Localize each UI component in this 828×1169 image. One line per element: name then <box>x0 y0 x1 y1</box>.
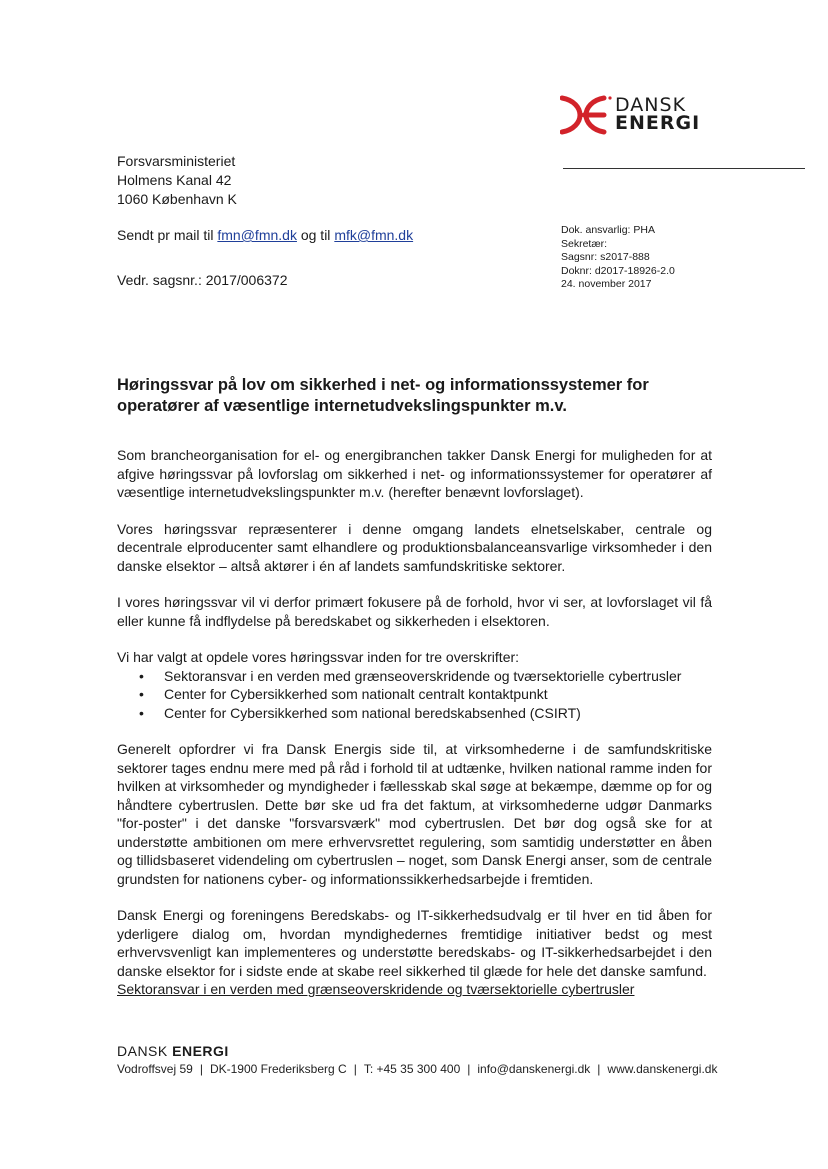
footer-email[interactable]: info@danskenergi.dk <box>477 1062 591 1076</box>
footer-contact <box>117 1062 717 1076</box>
meta-secretary: Sekretær: <box>561 237 608 250</box>
section-heading: Sektoransvar i en verden med grænseoverskridende og tværsektorielle cybertrusler <box>117 981 635 997</box>
header-rule <box>563 168 805 169</box>
list-intro: Vi har valgt at opdele vores høringssvar inden for tre overskrifter: <box>117 649 520 665</box>
meta-case-number: Sagsnr: s2017-888 <box>561 251 650 263</box>
footer-address: Vodroffsvej 59 <box>117 1062 193 1076</box>
topic-list <box>117 667 712 723</box>
footer-separator: | <box>353 1062 357 1076</box>
footer-website[interactable]: www.danskenergi.dk <box>607 1062 718 1076</box>
body-paragraph: Som brancheorganisation for el- og energibranchen takker Dansk Energi for muligheden for at afgive høringssvar på lovforslag om sikkerhed i net- og informationssystemer for operatører af væsentlige internetudvekslingspunkter m.v. (herefter benævnt lovforslaget). <box>117 447 712 500</box>
dansk-energi-logo <box>560 92 720 142</box>
meta-doc-number: Doknr: d2017-18926-2.0 <box>561 264 675 277</box>
body-paragraph: Dansk Energi og foreningens Beredskabs- og IT-sikkerhedsudvalg er til hver en tid åben for yderligere dialog om, hvordan myndighedernes fremtidige initiativer bedst og mest erhvervsvenligt kan implementeres og understøtte beredskabs- og IT-sikkerhedsarbejdet i den danske elsektor for i sidste ende at skabe reel sikkerhed til glæde for hele det danske samfund. <box>117 907 712 979</box>
list-item: • Center for Cybersikkerhed som nationalt centralt kontaktpunkt <box>164 685 712 704</box>
footer-phone: T: +45 35 300 400 <box>363 1062 461 1076</box>
footer-brand-energi: ENERGI <box>172 1043 229 1059</box>
recipient-address <box>117 152 237 209</box>
dansk-energi-logo-mark-icon <box>560 94 612 136</box>
email-link-fmn[interactable]: fmn@fmn.dk <box>217 227 297 243</box>
footer-separator: | <box>467 1062 471 1076</box>
body-paragraph: I vores høringssvar vil vi derfor primært fokusere på de forhold, hvor vi ser, at lovforslaget vil få eller kunne få indflydelse på beredskabet og sikkerheden i elsektoren. <box>117 594 712 629</box>
footer-city: DK-1900 Frederiksberg C <box>209 1062 347 1076</box>
footer-brand <box>117 1043 229 1059</box>
document-meta <box>561 224 675 292</box>
reference-number: Vedr. sagsnr.: 2017/006372 <box>117 272 288 288</box>
sent-middle: og til <box>296 227 335 243</box>
body-paragraph: Generelt opfordrer vi fra Dansk Energis side til, at virksomhederne i de samfundskritiske sektorer tages endnu mere med på råd i forhold til at udtænke, hvilken national ramme inden for hvilken at virksomheder og myndigheder i fællesskab skal søge at bekæmpe, dæmme op for og håndtere cybertruslen. Dette bør ske ud fra det faktum, at virksomhederne udgør Danmarks "for-poster" i det danske "forsvarsværk" mod cybertruslen. Det bør dog også ske for at understøtte ambitionen om mere erhvervsrettet regulering, som samtidig understøtter en åben og tillidsbaseret videndeling om cybertruslen – noget, som Dansk Energi anser, som de centrale grundsten for nationens cyber- og informationssikkerhedsarbejde i fremtiden. <box>117 741 712 887</box>
list-item: • Sektoransvar i en verden med grænseoverskridende og tværsektorielle cybertrusler <box>164 667 712 686</box>
footer-brand-dansk: DANSK <box>117 1043 173 1059</box>
email-link-mfk[interactable]: mfk@fmn.dk <box>334 227 414 243</box>
recipient-line: Forsvarsministeriet <box>117 153 236 169</box>
sent-line <box>117 227 413 243</box>
recipient-line: Holmens Kanal 42 <box>117 172 232 188</box>
meta-date: 24. november 2017 <box>561 278 652 290</box>
footer-separator: | <box>597 1062 601 1076</box>
footer-separator: | <box>199 1062 203 1076</box>
logo-word-energi: ENERGI <box>615 112 701 134</box>
document-body <box>117 446 712 999</box>
logo-word-dansk: DANSK <box>615 94 687 116</box>
meta-responsible: Dok. ansvarlig: PHA <box>561 224 655 236</box>
body-paragraph: Vores høringssvar repræsenterer i denne omgang landets elnetselskaber, centrale og decentrale elproducenter samt elhandlere og produktionsbalanceansvarlige virksomheder i den danske elsektor – altså aktører i én af landets samfundskritiske sektorer. <box>117 520 712 574</box>
sent-prefix: Sendt pr mail til <box>117 227 218 243</box>
document-title: Høringssvar på lov om sikkerhed i net- og informationssystemer for operatører af væsentlige internetudvekslingspunkter m.v. <box>117 376 649 415</box>
recipient-line: 1060 København K <box>117 191 237 207</box>
list-item: • Center for Cybersikkerhed som national beredskabsenhed (CSIRT) <box>164 704 712 723</box>
